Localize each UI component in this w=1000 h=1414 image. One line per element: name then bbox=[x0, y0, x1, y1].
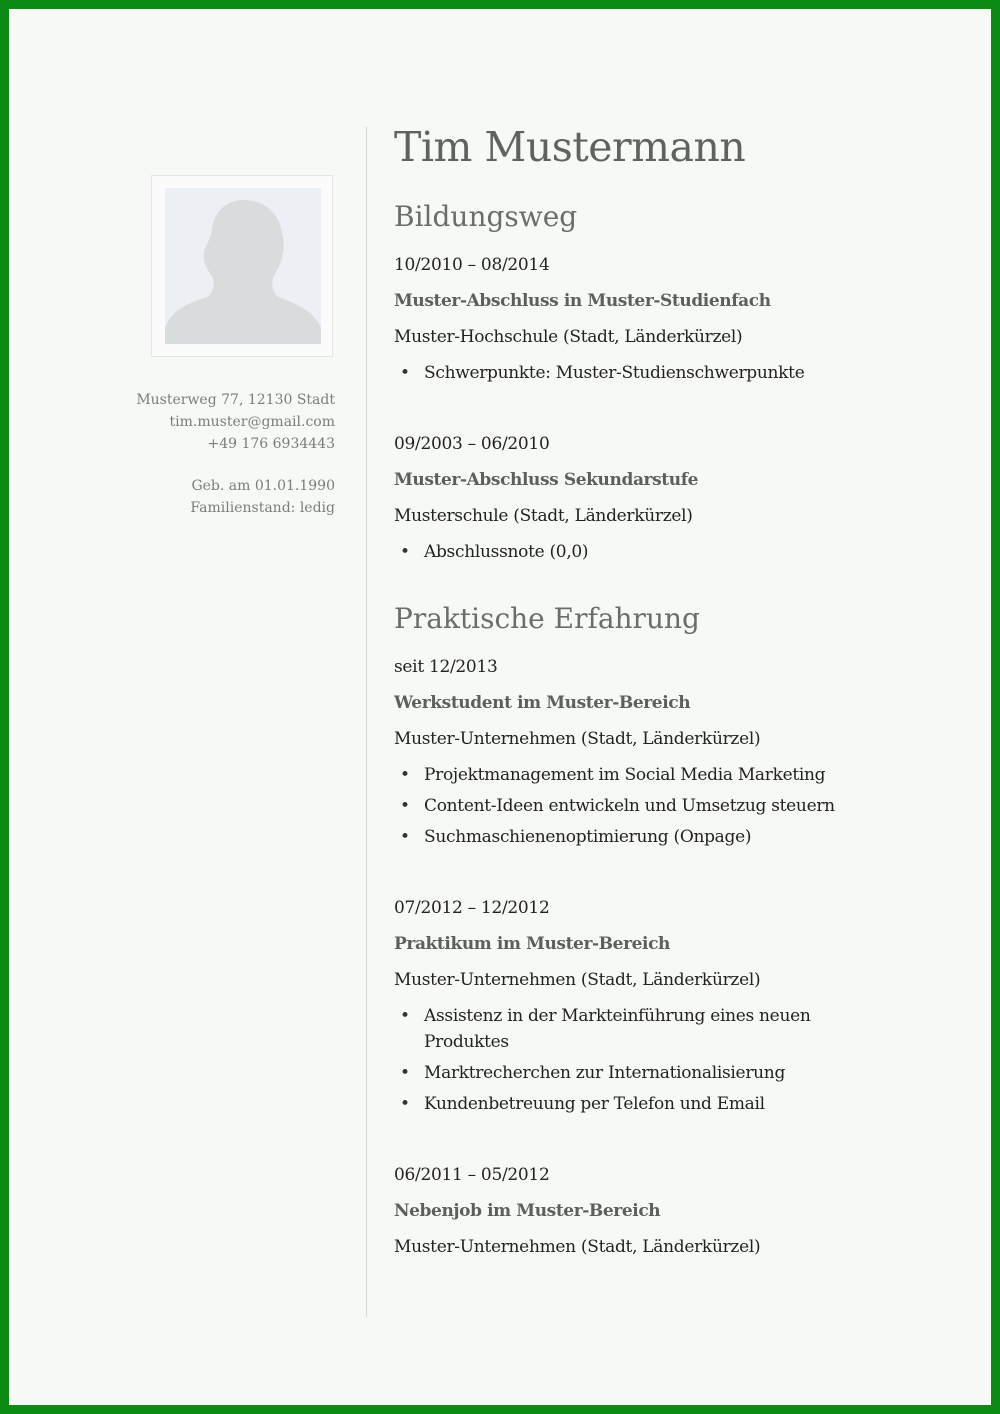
entry-role: Praktikum im Muster-Bereich bbox=[394, 934, 671, 954]
contact-birth: Geb. am 01.01.1990 bbox=[191, 478, 335, 494]
contact-address: Musterweg 77, 12130 Stadt bbox=[136, 392, 335, 408]
section-title-education: Bildungsweg bbox=[394, 200, 578, 233]
cv-page bbox=[9, 9, 991, 1405]
bullet-item: • Schwerpunkte: Muster-Studienschwerpunkte bbox=[394, 360, 954, 386]
main-content bbox=[394, 117, 954, 1265]
entry-role: Nebenjob im Muster-Bereich bbox=[394, 1201, 661, 1221]
entry-role: Muster-Abschluss Sekundarstufe bbox=[394, 470, 699, 490]
entry-date: seit 12/2013 bbox=[394, 657, 498, 677]
contact-status: Familienstand: ledig bbox=[190, 500, 335, 516]
experience-entry bbox=[394, 1157, 954, 1265]
column-divider bbox=[366, 127, 367, 1317]
page-title: Tim Mustermann bbox=[394, 123, 746, 171]
bullet-item: • Content-Ideen entwickeln und Umsetzug steuern bbox=[394, 793, 954, 819]
entry-date: 07/2012 – 12/2012 bbox=[394, 898, 550, 918]
entry-org: Musterschule (Stadt, Länderkürzel) bbox=[394, 506, 693, 526]
education-entry bbox=[394, 426, 954, 565]
entry-bullets bbox=[394, 360, 954, 386]
entry-role: Muster-Abschluss in Muster-Studienfach bbox=[394, 291, 771, 311]
entry-org: Muster-Unternehmen (Stadt, Länderkürzel) bbox=[394, 729, 761, 749]
experience-entry bbox=[394, 890, 954, 1117]
bullet-item: • Abschlussnote (0,0) bbox=[394, 539, 954, 565]
entry-bullets bbox=[394, 762, 954, 850]
entry-role: Werkstudent im Muster-Bereich bbox=[394, 693, 691, 713]
section-title-experience: Praktische Erfahrung bbox=[394, 602, 700, 635]
bullet-item: • Suchmaschienenoptimierung (Onpage) bbox=[394, 824, 954, 850]
contact-phone: +49 176 6934443 bbox=[207, 436, 335, 452]
entry-date: 10/2010 – 08/2014 bbox=[394, 255, 550, 275]
entry-date: 09/2003 – 06/2010 bbox=[394, 434, 550, 454]
bullet-item: • Projektmanagement im Social Media Marketing bbox=[394, 762, 954, 788]
contact-email: tim.muster@gmail.com bbox=[169, 414, 335, 430]
entry-bullets bbox=[394, 539, 954, 565]
entry-org: Muster-Unternehmen (Stadt, Länderkürzel) bbox=[394, 1237, 761, 1257]
entry-org: Muster-Hochschule (Stadt, Länderkürzel) bbox=[394, 327, 743, 347]
bullet-item: • Marktrecherchen zur Internationalisierung bbox=[394, 1060, 954, 1086]
contact-info bbox=[75, 389, 335, 519]
entry-date: 06/2011 – 05/2012 bbox=[394, 1165, 550, 1185]
education-entry bbox=[394, 247, 954, 386]
entry-org: Muster-Unternehmen (Stadt, Länderkürzel) bbox=[394, 970, 761, 990]
bullet-item: • Assistenz in der Markteinführung eines neuen Produktes bbox=[394, 1003, 954, 1055]
experience-entry bbox=[394, 649, 954, 850]
entry-bullets bbox=[394, 1003, 954, 1117]
profile-photo-frame bbox=[151, 175, 333, 357]
bullet-item: • Kundenbetreuung per Telefon und Email bbox=[394, 1091, 954, 1117]
avatar-placeholder-icon bbox=[165, 188, 321, 344]
